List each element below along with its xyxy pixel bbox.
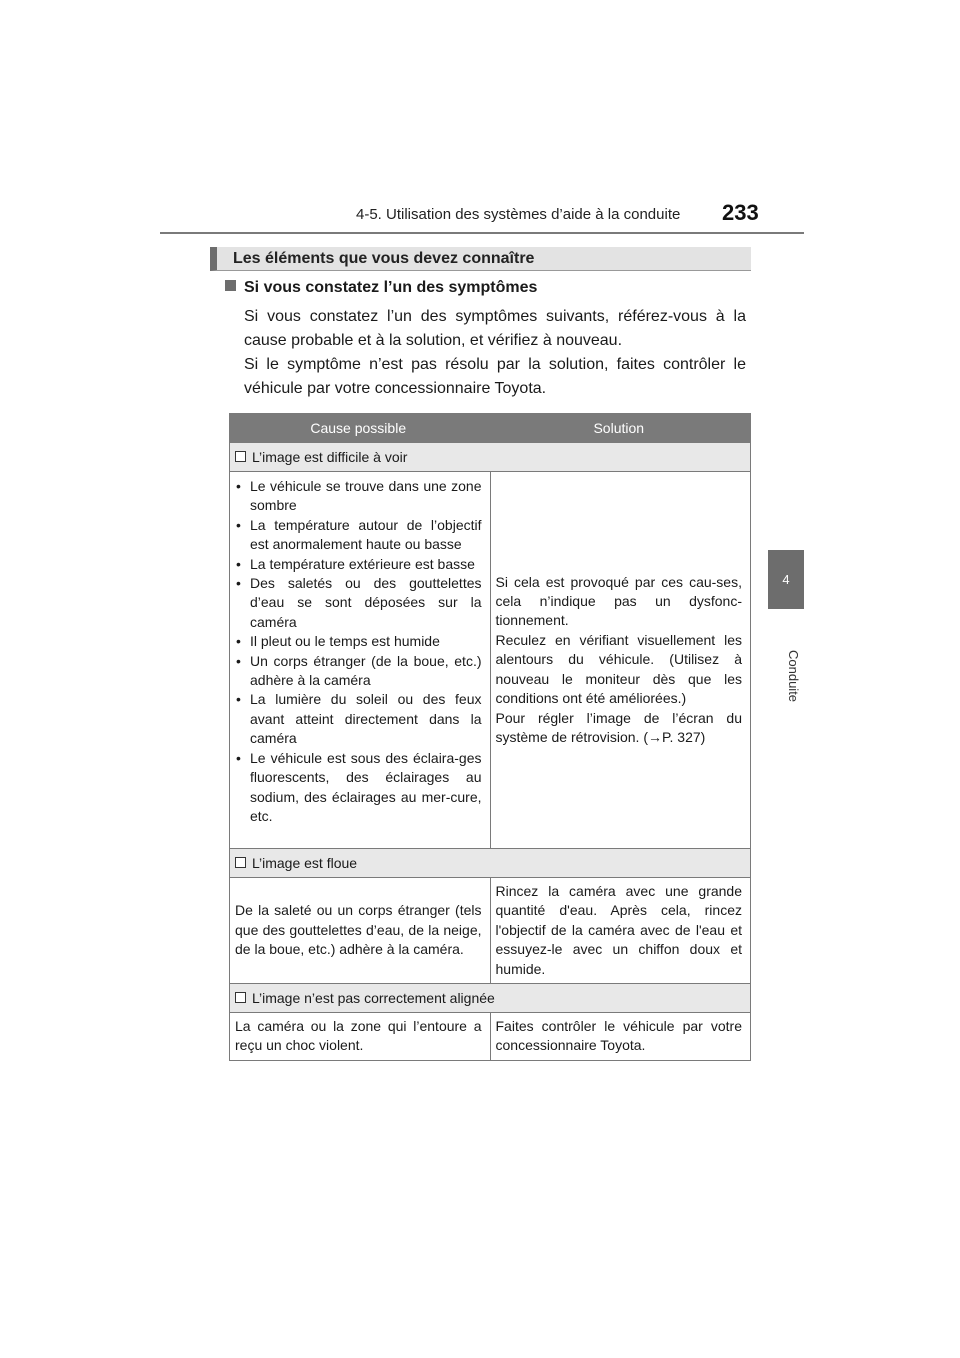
cause-cell: [230, 472, 491, 849]
page-number: 233: [722, 200, 759, 225]
checkbox-icon: [235, 992, 246, 1003]
list-item: • Des saletés ou des gouttelettes d’eau se sont déposées sur la caméra: [235, 574, 482, 632]
solution-cell: [490, 1013, 751, 1061]
category-row: [230, 849, 751, 878]
sub-heading-text: Si vous constatez l’un des symptômes: [244, 279, 538, 296]
list-item: • Un corps étranger (de la boue, etc.) adhère à la caméra: [235, 652, 482, 691]
cause-cell: [230, 1013, 491, 1061]
cause-cell: [230, 878, 491, 984]
header-section-title: 4-5. Utilisation des systèmes d’aide à la conduite: [356, 206, 681, 223]
table-header-row: [230, 414, 751, 443]
category-label: L’image est floue: [252, 855, 358, 871]
list-item: • Le véhicule se trouve dans une zone sombre: [235, 477, 482, 516]
list-item: • Le véhicule est sous des éclaira-ges fluorescents, des éclairages au sodium, des éclairages au mer-cure, etc.: [235, 749, 482, 827]
symptom-table: [229, 413, 751, 1061]
sub-heading: [225, 279, 537, 297]
section-title: Les éléments que vous devez connaître: [233, 250, 535, 267]
checkbox-icon: [235, 857, 246, 868]
square-bullet-icon: [225, 280, 236, 291]
cause-text: De la saleté ou un corps étranger (tels que des gouttelettes d’eau, de la neige, de la boue, etc.) adhère à la caméra.: [235, 902, 482, 958]
category-label: L’image n’est pas correctement alignée: [252, 990, 495, 1007]
solution-text: Rincez la caméra avec une grande quantité d'eau. Après cela, rincez l'objectif de la caméra avec de l'eau et essuyez-le avec un chiffon doux et humide.: [495, 883, 742, 977]
category-row: [230, 443, 751, 472]
column-header-cause: Cause possible: [230, 414, 491, 443]
checkbox-icon: [235, 451, 246, 462]
header-divider: [160, 232, 804, 234]
table-row: [230, 878, 751, 984]
category-cell: [230, 849, 751, 878]
list-item: • La lumière du soleil ou des feux avant atteint directement dans la caméra: [235, 690, 482, 748]
cause-text: La caméra ou la zone qui l’entoure a reçu un choc violent.: [235, 1018, 482, 1054]
category-label: L’image est difficile à voir: [252, 449, 408, 465]
table-row: [230, 472, 751, 849]
cause-list: [235, 477, 482, 826]
category-row: [230, 984, 751, 1013]
list-item: • La température extérieure est basse: [235, 555, 482, 574]
chapter-number: 4: [782, 572, 790, 587]
solution-line: Si cela est provoqué par ces cau-ses, cela n’indique pas un dysfonc-tionnement.: [495, 573, 742, 629]
list-item: • Il pleut ou le temps est humide: [235, 632, 482, 651]
chapter-tab: [768, 550, 804, 609]
column-header-solution: Solution: [490, 414, 751, 443]
table-row: [230, 1013, 751, 1061]
category-cell: [230, 984, 751, 1013]
chapter-label: Conduite: [786, 650, 801, 703]
solution-cell: [490, 472, 751, 849]
category-cell: [230, 443, 751, 472]
solution-text: Faites contrôler le véhicule par votre concessionnaire Toyota.: [495, 1018, 742, 1054]
solution-cell: [490, 878, 751, 984]
solution-line: Reculez en vérifiant visuellement les alentours du véhicule. (Utilisez à nouveau le moniteur dès que les conditions ont été améliorées.): [495, 631, 742, 707]
paragraph: Si le symptôme n’est pas résolu par la solution, faites contrôler le véhicule par votre concessionnaire Toyota.: [244, 356, 746, 397]
solution-line: Pour régler l’image de l’écran du système de rétrovision. (→P. 327): [495, 709, 742, 745]
list-item: • La température autour de l’objectif est anormalement haute ou basse: [235, 516, 482, 555]
section-header-box: [210, 247, 751, 271]
paragraph: Si vous constatez l’un des symptômes suivants, référez-vous à la cause probable et à la solution, et vérifiez à nouveau.: [244, 308, 746, 349]
